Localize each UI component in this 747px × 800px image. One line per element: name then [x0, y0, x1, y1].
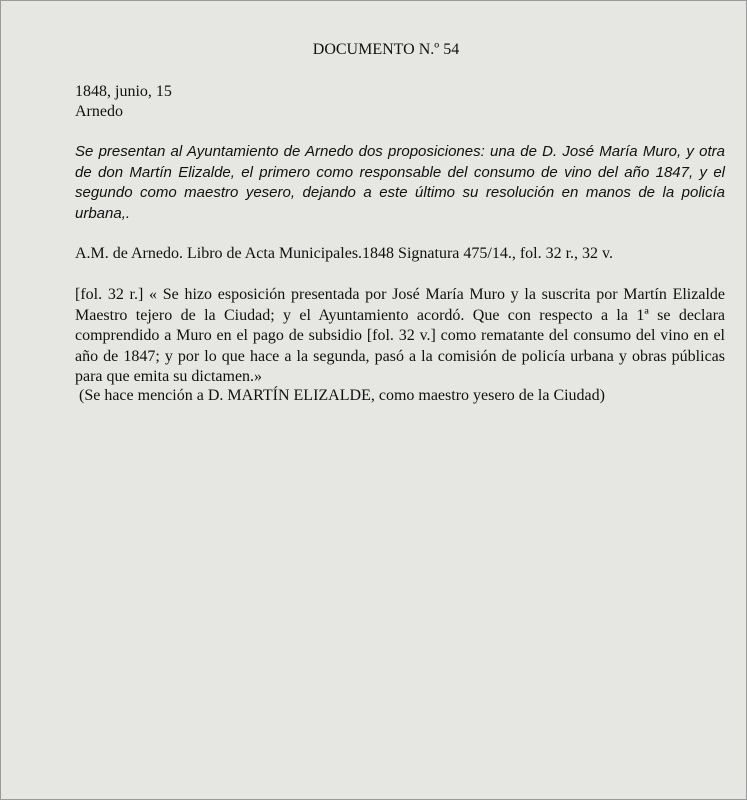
document-note: (Se hace mención a D. MARTÍN ELIZALDE, como maestro yesero de la Ciudad): [79, 387, 605, 404]
document-summary: Se presentan al Ayuntamiento de Arnedo dos proposiciones: una de D. José María Muro, y otra de don Martín Elizalde, el primero como responsable del consumo de vino del año 1847, y el segundo como maestro yesero, dejando a este último su resolución en manos de la policía urbana,.: [75, 143, 725, 222]
document-title: DOCUMENTO N.º 54: [312, 41, 460, 58]
document-place: Arnedo: [75, 103, 123, 120]
document-date: 1848, junio, 15: [75, 83, 172, 100]
document-transcription: [fol. 32 r.] « Se hizo esposición presentada por José María Muro y la suscrita por Martín Elizalde Maestro tejero de la Ciudad; y el Ayuntamiento acordó. Que con respecto a la 1ª se declara comprendido a Muro en el pago de subsidio [fol. 32 v.] como rematante del consumo del vino en el año de 1847; y por lo que hace a la segunda, pasó a la comisión de policía urbana y obras públicas para que emita su dictamen.»: [75, 286, 725, 385]
archival-source: A.M. de Arnedo. Libro de Acta Municipales.1848 Signatura 475/14., fol. 32 r., 32 v.: [75, 245, 613, 262]
